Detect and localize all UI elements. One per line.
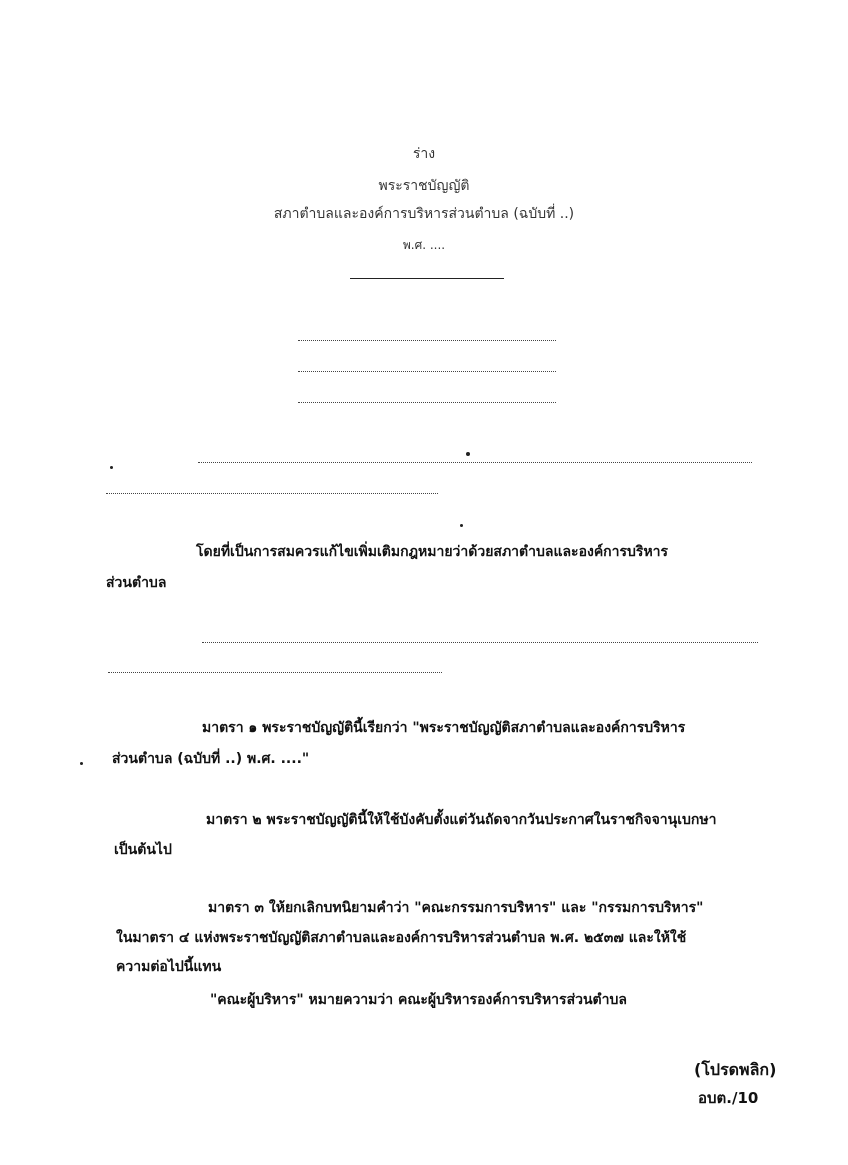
document-type: พระราชบัญญัติ xyxy=(378,178,470,194)
dotted-line-3 xyxy=(298,402,556,403)
dotted-line-1 xyxy=(298,340,556,341)
section-3-line-2: ในมาตรา ๔ แห่งพระราชบัญญัติสภาตำบลและองค์การบริหารส่วนตำบล พ.ศ. ๒๕๓๗ และให้ใช้ xyxy=(116,930,687,946)
dotted-line-6 xyxy=(202,642,758,643)
section-1-line-2: ส่วนตำบล (ฉบับที่ ..) พ.ศ. ...." xyxy=(112,751,310,767)
preamble-line-2: ส่วนตำบล xyxy=(106,575,167,591)
section-2-line-1: มาตรา ๒ พระราชบัญญัตินี้ให้ใช้บังคับตั้งแต่วันถัดจากวันประกาศในราชกิจจานุเบกษา xyxy=(206,812,717,828)
draft-label: ร่าง xyxy=(412,146,436,162)
section-3-line-3: ความต่อไปนี้แทน xyxy=(116,959,222,975)
scan-speck xyxy=(466,452,470,456)
scan-speck xyxy=(460,524,463,527)
dotted-line-4 xyxy=(198,462,752,463)
document-title: สภาตำบลและองค์การบริหารส่วนตำบล (ฉบับที่ ..) xyxy=(273,206,575,222)
scan-speck xyxy=(80,762,83,765)
dotted-line-2 xyxy=(298,371,556,372)
section-3-definition: "คณะผู้บริหาร" หมายความว่า คณะผู้บริหารองค์การบริหารส่วนตำบล xyxy=(210,992,627,1008)
year-line: พ.ศ. .... xyxy=(402,238,446,252)
dotted-line-7 xyxy=(108,672,442,673)
turn-over-note: (โปรดพลิก) xyxy=(694,1060,777,1079)
dotted-line-5 xyxy=(106,493,438,494)
form-code: อบต./10 xyxy=(698,1089,759,1107)
scan-speck xyxy=(110,466,113,469)
section-2-line-2: เป็นต้นไป xyxy=(114,842,172,858)
preamble-line-1: โดยที่เป็นการสมควรแก้ไขเพิ่มเติมกฎหมายว่าด้วยสภาตำบลและองค์การบริหาร xyxy=(196,544,669,560)
section-1-line-1: มาตรา ๑ พระราชบัญญัตินี้เรียกว่า "พระราชบัญญัติสภาตำบลและองค์การบริหาร xyxy=(202,720,686,736)
header-divider xyxy=(350,278,504,279)
section-3-line-1: มาตรา ๓ ให้ยกเลิกบทนิยามคำว่า "คณะกรรมการบริหาร" และ "กรรมการบริหาร" xyxy=(208,900,704,916)
